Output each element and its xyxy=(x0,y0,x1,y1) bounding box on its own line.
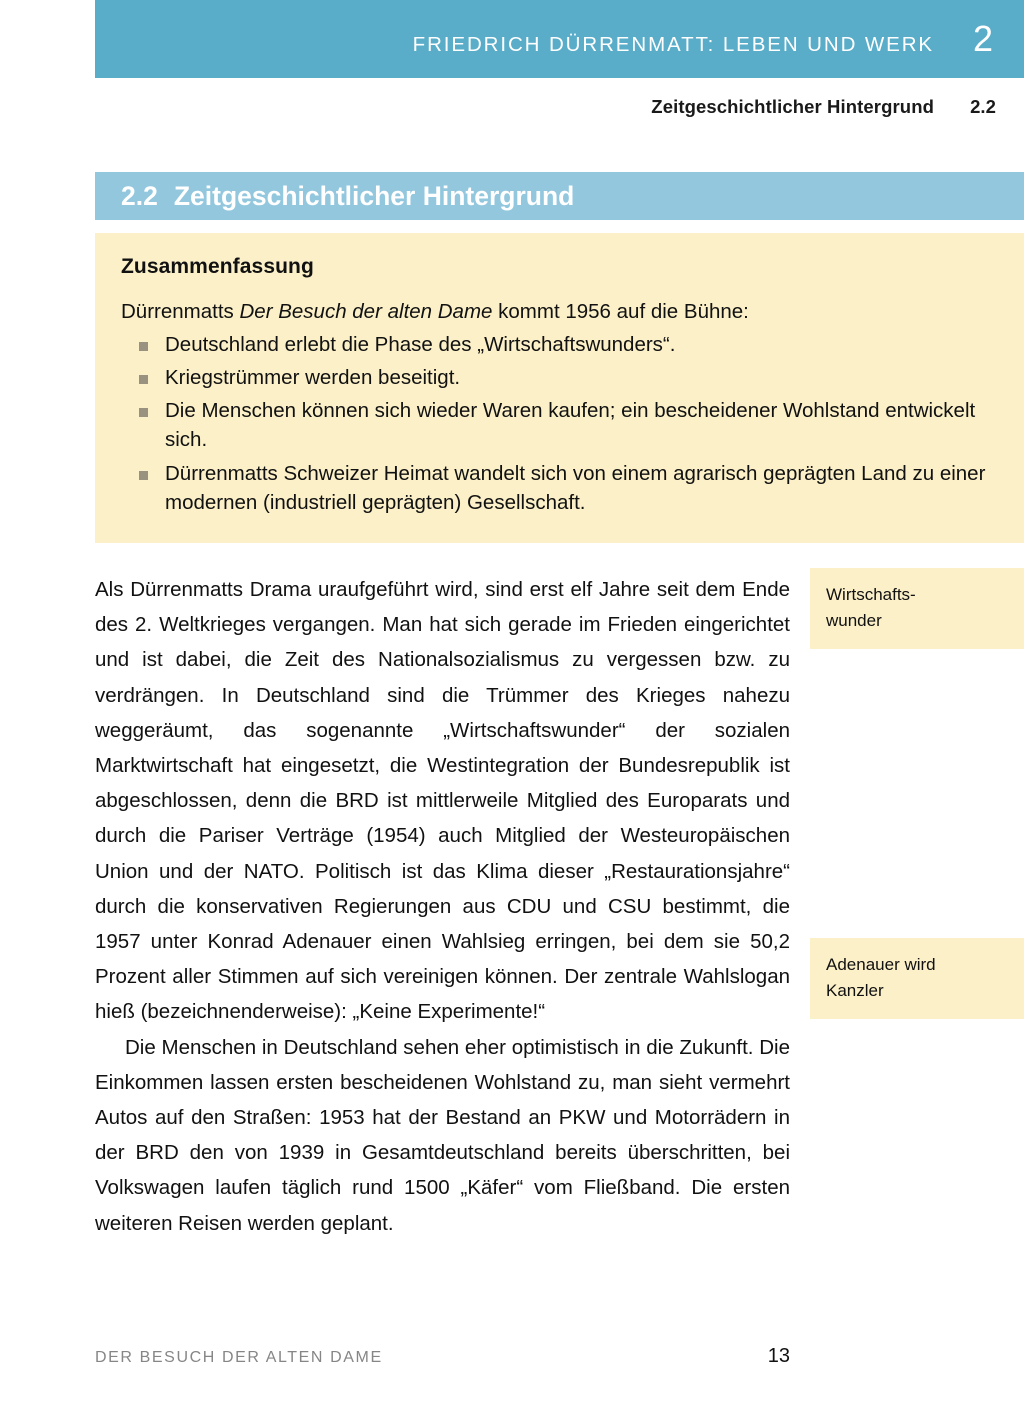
summary-bullet-item: Dürrenmatts Schweizer Heimat wandelt sich von einem agrarisch geprägten Land zu einer modernen (industriell geprägten) Gesellschaft. xyxy=(121,459,994,517)
summary-lead-work-title: Der Besuch der alten Dame xyxy=(239,300,493,323)
section-heading-number: 2.2 xyxy=(121,180,158,211)
running-subheader-title: Zeitgeschichtlicher Hintergrund xyxy=(651,96,934,117)
running-header-content xyxy=(95,18,1024,60)
body-text-column xyxy=(95,572,790,1241)
section-heading-band xyxy=(95,172,1024,220)
summary-lead xyxy=(121,297,994,326)
chapter-number: 2 xyxy=(972,18,994,59)
summary-heading: Zusammenfassung xyxy=(121,255,314,278)
summary-bullet-item: Die Menschen können sich wieder Waren kaufen; ein bescheidener Wohlstand entwickelt sich. xyxy=(121,396,994,454)
page-footer xyxy=(95,1345,790,1368)
running-header-band xyxy=(95,0,1024,78)
running-subheader-number: 2.2 xyxy=(970,96,996,117)
margin-note-wirtschaftswunder: Wirtschafts- wunder xyxy=(810,568,1024,649)
summary-lead-before: Dürrenmatts xyxy=(121,300,240,323)
running-header-title: FRIEDRICH DÜRRENMATT: LEBEN UND WERK xyxy=(412,33,934,56)
summary-box xyxy=(95,233,1024,543)
running-subheader xyxy=(95,96,1024,118)
body-paragraph-1: Als Dürrenmatts Drama uraufgeführt wird, sind erst elf Jahre seit dem Ende des 2. Weltkrieges vergangen. Man hat sich gerade im Frieden eingerichtet und ist dabei, die Zeit des Nationalsozialismus zu vergessen bzw. zu verdrängen. In Deutschland sind die Trümmer des Krieges nahezu weggeräumt, das sogenannte „Wirtschaftswunder“ der sozialen Marktwirtschaft hat eingesetzt, die Westintegration der Bundesrepublik ist abgeschlossen, denn die BRD ist mittlerweile Mitglied des Europarats und durch die Pariser Verträge (1954) auch Mitglied der Westeuropäischen Union und der NATO. Politisch ist das Klima dieser „Restaurationsjahre“ durch die konservativen Regierungen aus CDU und CSU bestimmt, die 1957 unter Konrad Adenauer einen Wahlsieg erringen, bei dem sie 50,2 Prozent aller Stimmen auf sich vereinigen können. Der zentrale Wahlslogan hieß (bezeichnenderweise): „Keine Experimente!“ xyxy=(95,578,790,1024)
margin-note-adenauer: Adenauer wird Kanzler xyxy=(810,938,1024,1019)
footer-page-number: 13 xyxy=(767,1345,790,1367)
summary-bullet-item: Kriegstrümmer werden beseitigt. xyxy=(121,363,994,392)
footer-book-title: DER BESUCH DER ALTEN DAME xyxy=(95,1349,383,1366)
summary-lead-after: kommt 1956 auf die Bühne: xyxy=(492,300,749,323)
summary-bullet-item: Deutschland erlebt die Phase des „Wirtschaftswunders“. xyxy=(121,330,994,359)
section-heading-title: Zeitgeschichtlicher Hintergrund xyxy=(173,180,575,211)
body-paragraph-2: Die Menschen in Deutschland sehen eher optimistisch in die Zukunft. Die Einkommen lassen ersten bescheidenen Wohlstand zu, man sieht vermehrt Autos auf den Straßen: 1953 hat der Bestand an PKW und Motorrädern in der BRD den von 1939 in Gesamtdeutschland bereits überschritten, bei Volkswagen laufen täglich rund 1500 „Käfer“ vom Fließband. Die ersten weiteren Reisen werden geplant. xyxy=(95,1035,790,1235)
summary-bullet-list xyxy=(121,330,994,517)
